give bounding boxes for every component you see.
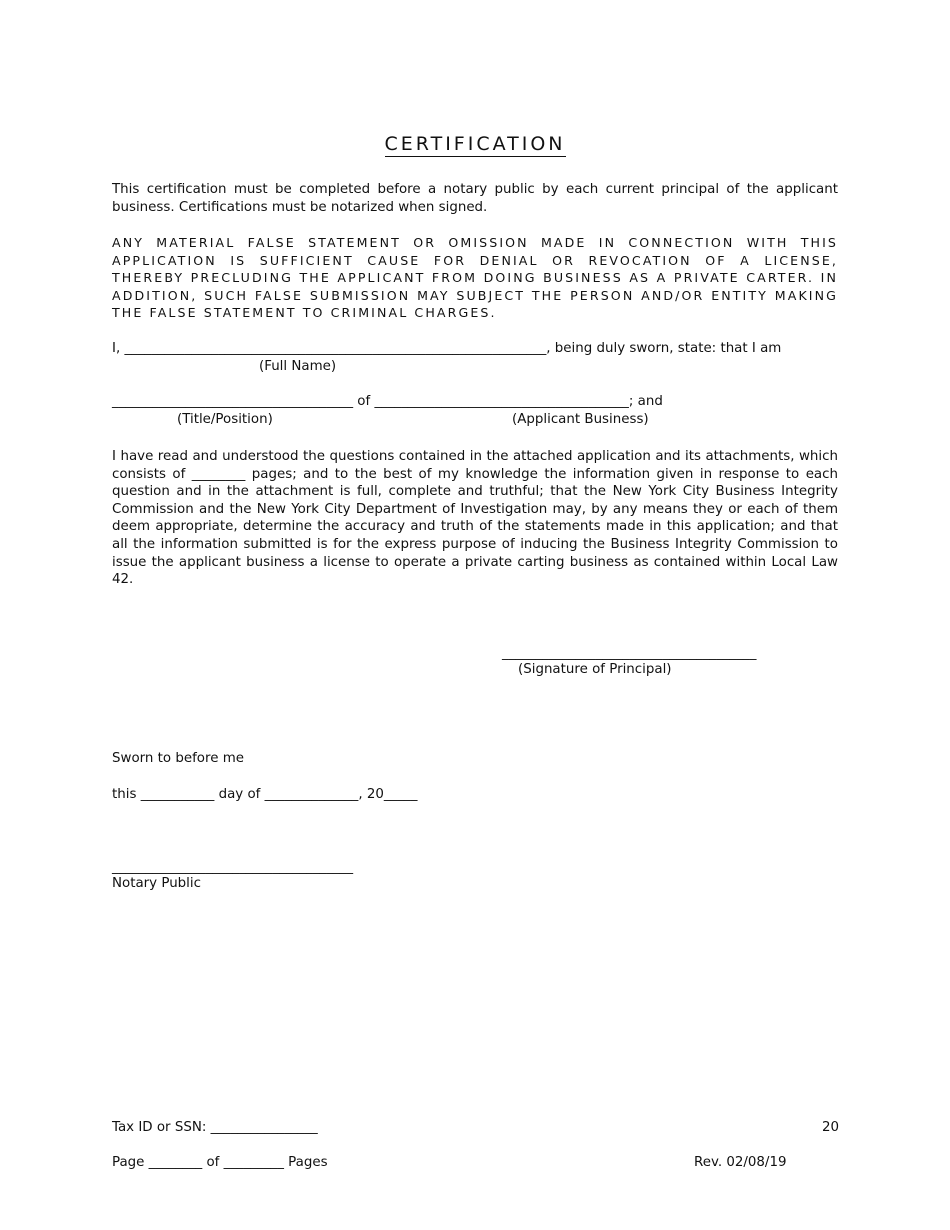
- page-title: CERTIFICATION: [384, 133, 566, 155]
- notary-label: Notary Public: [112, 876, 201, 891]
- title-position-caption: (Title/Position): [177, 412, 273, 427]
- pages-field[interactable]: Page ________ of _________ Pages: [112, 1155, 328, 1170]
- full-name-caption: (Full Name): [259, 359, 337, 374]
- applicant-business-caption: (Applicant Business): [512, 412, 649, 427]
- warning-paragraph: ANY MATERIAL FALSE STATEMENT OR OMISSION MADE IN CONNECTION WITH THIS APPLICATION IS SUFFICIENT CAUSE FOR DENIAL OR REVOCATION OF A LICENSE, THEREBY PRECLUDING THE APPLICANT FROM DOING BUSINESS AS A PRIVATE CARTER. IN ADDITION, SUCH FALSE SUBMISSION MAY SUBJECT THE PERSON AND/OR ENTITY MAKING THE FALSE STATEMENT TO CRIMINAL CHARGES.: [112, 235, 838, 321]
- statement-paragraph: I have read and understood the questions contained in the attached application and its attachments, which consists of ________ pages; and to the best of my knowledge the information given in response to each question and in the attachment is full, complete and truthful; that the New York City Business Integrity Commission and the New York City Department of Investigation may, by any means they or each of them deem appropriate, determine the accuracy and truth of the statements made in this application; and that all the information submitted is for the express purpose of inducing the Business Integrity Commission to issue the applicant business a license to operate a private carting business as contained within Local Law 42.: [112, 449, 838, 588]
- signature-line[interactable]: ______________________________________: [502, 646, 757, 661]
- notary-date-line[interactable]: this ___________ day of ______________, 20_____: [112, 787, 418, 802]
- intro-paragraph: This certification must be completed before a notary public by each current principal of the applicant business. Certifications must be notarized when signed.: [112, 182, 838, 215]
- sworn-text: Sworn to before me: [112, 751, 244, 766]
- signature-caption: (Signature of Principal): [518, 662, 672, 677]
- page-number: 20: [822, 1120, 840, 1135]
- notary-signature-line[interactable]: ____________________________________: [112, 860, 354, 875]
- title-business-line[interactable]: ____________________________________ of ______________________________________; and: [112, 394, 663, 409]
- tax-id-field[interactable]: Tax ID or SSN: ________________: [112, 1120, 318, 1135]
- full-name-line[interactable]: I, _______________________________________________________________, being duly sworn, state: that I am: [112, 341, 782, 356]
- revision-date: Rev. 02/08/19: [694, 1155, 787, 1170]
